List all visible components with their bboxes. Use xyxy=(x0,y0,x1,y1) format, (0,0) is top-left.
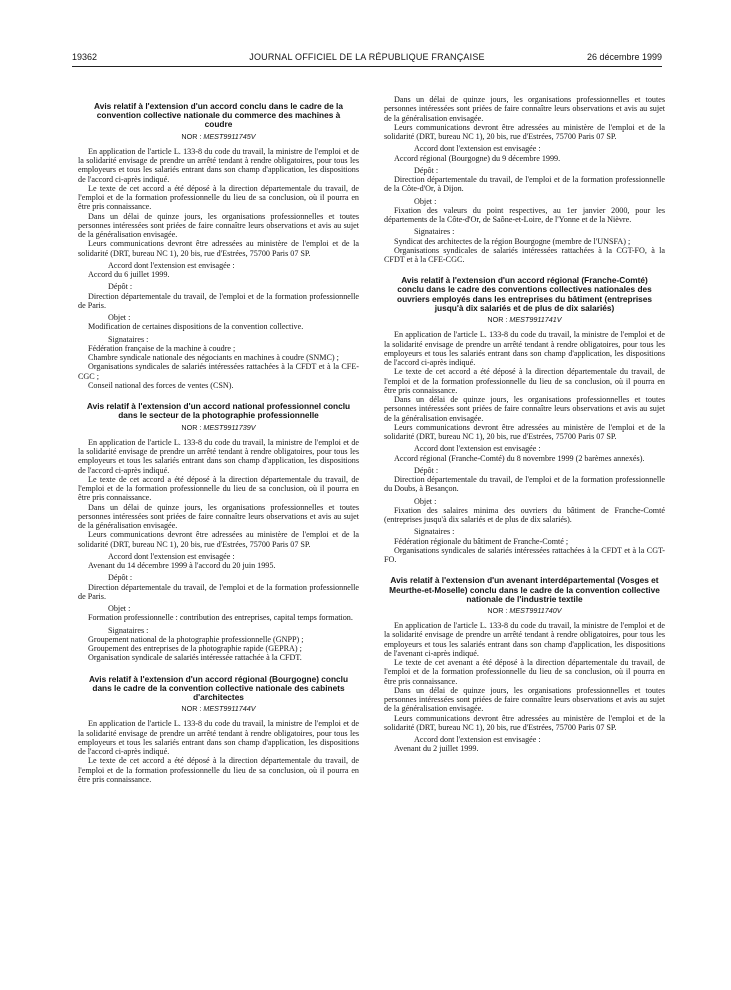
depot-value: Direction départementale du travail, de l'emploi et de la formation professionnelle du Doubs, à Besançon. xyxy=(384,475,665,494)
signataire: Fédération régionale du bâtiment de Franche-Comté ; xyxy=(394,536,569,546)
paragraph: Le texte de cet accord a été déposé à la direction départementale du travail, de l'emploi et de la formation professionnelle du lieu de sa conclusion, où il pourra en être pris connaissance. xyxy=(78,756,359,784)
depot-label: Dépôt : xyxy=(414,465,439,475)
accord-value: Accord régional (Franche-Comté) du 8 novembre 1999 (2 barèmes annexés). xyxy=(394,453,645,463)
issue-date: 26 décembre 1999 xyxy=(586,52,662,62)
nor-reference xyxy=(384,315,665,324)
nor-reference xyxy=(78,132,359,141)
depot-value: Direction départementale du travail, de l'emploi et de la formation professionnelle de Paris. xyxy=(78,291,359,310)
page-header xyxy=(72,52,662,66)
nor-label: NOR : xyxy=(487,605,508,615)
accord-value: Avenant du 14 décembre 1999 à l'accord du 20 juin 1995. xyxy=(88,561,276,571)
nor-label: NOR : xyxy=(487,315,508,325)
paragraph: Leurs communications devront être adressées au ministère de l'emploi et de la solidarité (DRT, bureau NC 1), 20 bis, rue d'Estrées, 75700 Paris 07 SP. xyxy=(384,713,665,732)
nor-code: MEST9911741V xyxy=(509,315,562,325)
journal-title: JOURNAL OFFICIEL DE LA RÉPUBLIQUE FRANÇAISE xyxy=(249,52,485,62)
accord-label: Accord dont l'extension est envisagée : xyxy=(414,144,541,154)
signataire: Groupement national de la photographie professionnelle (GNPP) ; xyxy=(88,634,304,644)
avis-title: Avis relatif à l'extension d'un avenant interdépartemental (Vosges et Meurthe-et-Moselle) conclu dans le cadre de la convention collective nationale de l'industrie textile xyxy=(389,575,660,604)
signataire: Organisations syndicales de salariés intéressées rattachées à la CFDT et à la CGT-FO. xyxy=(384,545,665,565)
avis-title: Avis relatif à l'extension d'un accord national professionnel conclu dans le secteur de la photographie professionnelle xyxy=(86,401,351,421)
depot-label: Dépôt : xyxy=(108,573,133,583)
nor-reference xyxy=(78,423,359,432)
paragraph: Le texte de cet avenant a été déposé à la direction départementale du travail, de l'emploi et de la formation professionnelle du lieu de sa conclusion, où il pourra en être pris connaissance. xyxy=(384,658,665,686)
avis-machines-a-coudre xyxy=(78,102,359,390)
objet-value: Formation professionnelle : contribution des entreprises, capital temps formation. xyxy=(88,613,353,623)
depot-value: Direction départementale du travail, de l'emploi et de la formation professionnelle de Paris. xyxy=(78,582,359,601)
avis-photographie-professionnelle xyxy=(78,402,359,662)
signataire: Fédération française de la machine à coudre ; xyxy=(88,343,236,353)
objet-label: Objet : xyxy=(108,604,131,614)
paragraph: En application de l'article L. 133-8 du code du travail, la ministre de l'emploi et de la solidarité envisage de prendre un arrêté tendant à rendre obligatoires, pour tous les employeurs et tous les salariés entrant dans son champ d'application, les dispositions de l'avenant ci-après indiqué. xyxy=(384,621,665,658)
nor-label: NOR : xyxy=(181,422,202,432)
nor-code: MEST9911744V xyxy=(203,704,256,714)
nor-code: MEST9911740V xyxy=(509,605,562,615)
signataire: Groupement des entreprises de la photographie rapide (GEPRA) ; xyxy=(88,644,302,654)
paragraph: Le texte de cet accord a été déposé à la direction départementale du travail, de l'emploi et de la formation professionnelle du lieu de sa conclusion, où il pourra en être pris connaissance. xyxy=(384,367,665,395)
paragraph: Leurs communications devront être adressées au ministère de l'emploi et de la solidarité (DRT, bureau NC 1), 20 bis, rue d'Estrées, 75700 Paris 07 SP. xyxy=(384,422,665,442)
signataires-label: Signataires : xyxy=(108,625,149,635)
accord-value: Accord du 6 juillet 1999. xyxy=(88,270,170,280)
accord-label: Accord dont l'extension est envisagée : xyxy=(414,735,541,745)
avis-batiment-franche-comte xyxy=(384,276,665,564)
objet-value: Fixation des salaires minima des ouvriers du bâtiment de Franche-Comté (entreprises jusqu'à dix salariés et de plus de dix salariés). xyxy=(384,505,665,525)
objet-value: Fixation des valeurs du point respectives, au 1er janvier 2000, pour les départements de la Côte-d'Or, de Saône-et-Loire, de l'Yonne et de la Nièvre. xyxy=(384,205,665,224)
avis-industrie-textile xyxy=(384,576,665,753)
nor-reference xyxy=(384,606,665,615)
avis-title: Avis relatif à l'extension d'un accord régional (Bourgogne) conclu dans le cadre de la convention collective nationale des cabinets d'architectes xyxy=(88,673,349,702)
accord-value: Avenant du 2 juillet 1999. xyxy=(394,744,479,754)
right-column xyxy=(384,95,665,754)
accord-value: Accord régional (Bourgogne) du 9 décembre 1999. xyxy=(394,153,561,163)
left-column xyxy=(78,102,359,784)
paragraph: Leurs communications devront être adressées au ministère de l'emploi et de la solidarité (DRT, bureau NC 1), 20 bis, rue d'Estrées, 75700 Paris 07 SP. xyxy=(78,239,359,258)
header-rule xyxy=(72,66,662,67)
depot-value: Direction départementale du travail, de l'emploi et de la formation professionnelle de la Côte-d'Or, à Dijon. xyxy=(384,175,665,194)
accord-label: Accord dont l'extension est envisagée : xyxy=(108,260,235,270)
objet-value: Modification de certaines dispositions de la convention collective. xyxy=(88,322,304,332)
paragraph: Leurs communications devront être adressées au ministère de l'emploi et de la solidarité (DRT, bureau NC 1), 20 bis, rue d'Estrées, 75700 Paris 07 SP. xyxy=(78,530,359,549)
accord-label: Accord dont l'extension est envisagée : xyxy=(108,551,235,561)
signataires-label: Signataires : xyxy=(414,527,455,537)
paragraph: En application de l'article L. 133-8 du code du travail, la ministre de l'emploi et de la solidarité envisage de prendre un arrêté tendant à rendre obligatoires, pour tous les employeurs et tous les salariés entrant dans son champ d'application, les dispositions de l'accord ci-après indiqué. xyxy=(78,146,359,184)
signataire: Conseil national des forces de ventes (CSN). xyxy=(88,380,234,390)
signataires-label: Signataires : xyxy=(414,227,455,237)
paragraph: En application de l'article L. 133-8 du code du travail, la ministre de l'emploi et de la solidarité envisage de prendre un arrêté tendant à rendre obligatoires, pour tous les employeurs et tous les salariés entrant dans son champ d'application, les dispositions de l'accord ci-après indiqué. xyxy=(78,719,359,757)
nor-label: NOR : xyxy=(181,131,202,141)
avis-title: Avis relatif à l'extension d'un accord régional (Franche-Comté) conclu dans le cadre des conventions collectives nationales des ouvriers employés dans les entreprises du bâtiment (entreprises jusqu'à dix salariés et de plus de dix salariés) xyxy=(397,275,652,313)
objet-label: Objet : xyxy=(108,313,131,323)
avis-cabinets-architectes-suite xyxy=(384,95,665,264)
paragraph: En application de l'article L. 133-8 du code du travail, la ministre de l'emploi et de la solidarité envisage de prendre un arrêté tendant à rendre obligatoires, pour tous les employeurs et tous les salariés entrant dans son champ d'application, les dispositions de l'accord ci-après indiqué. xyxy=(78,437,359,475)
nor-code: MEST9911739V xyxy=(203,422,256,432)
paragraph: Dans un délai de quinze jours, les organisations professionnelles et toutes personnes intéressées sont priées de faire connaître leurs observations et avis au sujet de la généralisation envisagée. xyxy=(384,685,665,714)
paragraph: Dans un délai de quinze jours, les organisations professionnelles et toutes personnes intéressées sont priées de faire connaître leurs observations et avis au sujet de la généralisation envisagée. xyxy=(384,395,665,423)
paragraph: Le texte de cet accord a été déposé à la direction départementale du travail, de l'emploi et de la formation professionnelle du lieu de sa conclusion, où il pourra en être pris connaissance. xyxy=(78,474,359,503)
signataires-label: Signataires : xyxy=(108,334,149,344)
depot-label: Dépôt : xyxy=(414,165,439,175)
signataire: Organisation syndicale de salariés intéressée rattachée à la CFDT. xyxy=(88,653,302,663)
depot-label: Dépôt : xyxy=(108,282,133,292)
paragraph: Le texte de cet accord a été déposé à la direction départementale du travail, de l'emploi et de la formation professionnelle du lieu de sa conclusion, où il pourra en être pris connaissance. xyxy=(78,183,359,212)
paragraph: Dans un délai de quinze jours, les organisations professionnelles et toutes personnes intéressées sont priées de faire connaître leurs observations et avis au sujet de la généralisation envisagée. xyxy=(78,211,359,240)
paragraph: En application de l'article L. 133-8 du code du travail, la ministre de l'emploi et de la solidarité envisage de prendre un arrêté tendant à rendre obligatoires, pour tous les employeurs et tous les salariés entrant dans son champ d'application, les dispositions de l'accord ci-après indiqué. xyxy=(384,330,665,368)
objet-label: Objet : xyxy=(414,496,437,506)
paragraph: Leurs communications devront être adressées au ministère de l'emploi et de la solidarité (DRT, bureau NC 1), 20 bis, rue d'Estrées, 75700 Paris 07 SP. xyxy=(384,122,665,141)
paragraph: Dans un délai de quinze jours, les organisations professionnelles et toutes personnes intéressées sont priées de faire connaître leurs observations et avis au sujet de la généralisation envisagée. xyxy=(78,502,359,531)
objet-label: Objet : xyxy=(414,196,437,206)
nor-reference xyxy=(78,704,359,713)
signataire: Organisations syndicales de salariés intéressées rattachées à la CFDT et à la CFE-CGC ; xyxy=(78,362,359,381)
nor-code: MEST9911745V xyxy=(203,131,256,141)
accord-label: Accord dont l'extension est envisagée : xyxy=(414,444,541,454)
avis-title: Avis relatif à l'extension d'un accord conclu dans le cadre de la convention collective nationale du commerce des machines à coudre xyxy=(94,101,343,130)
avis-cabinets-architectes xyxy=(78,675,359,785)
signataire: Organisations syndicales de salariés intéressées rattachées à la CGT-FO, à la CFDT et à la CFE-CGC. xyxy=(384,245,665,264)
paragraph: Dans un délai de quinze jours, les organisations professionnelles et toutes personnes intéressées sont priées de faire connaître leurs observations et avis au sujet de la généralisation envisagée. xyxy=(384,95,665,123)
nor-label: NOR : xyxy=(181,704,202,714)
page-number: 19362 xyxy=(72,52,98,62)
signataire: Chambre syndicale nationale des négociants en machines à coudre (SNMC) ; xyxy=(88,353,339,363)
signataire: Syndicat des architectes de la région Bourgogne (membre de l'UNSFA) ; xyxy=(394,236,631,246)
